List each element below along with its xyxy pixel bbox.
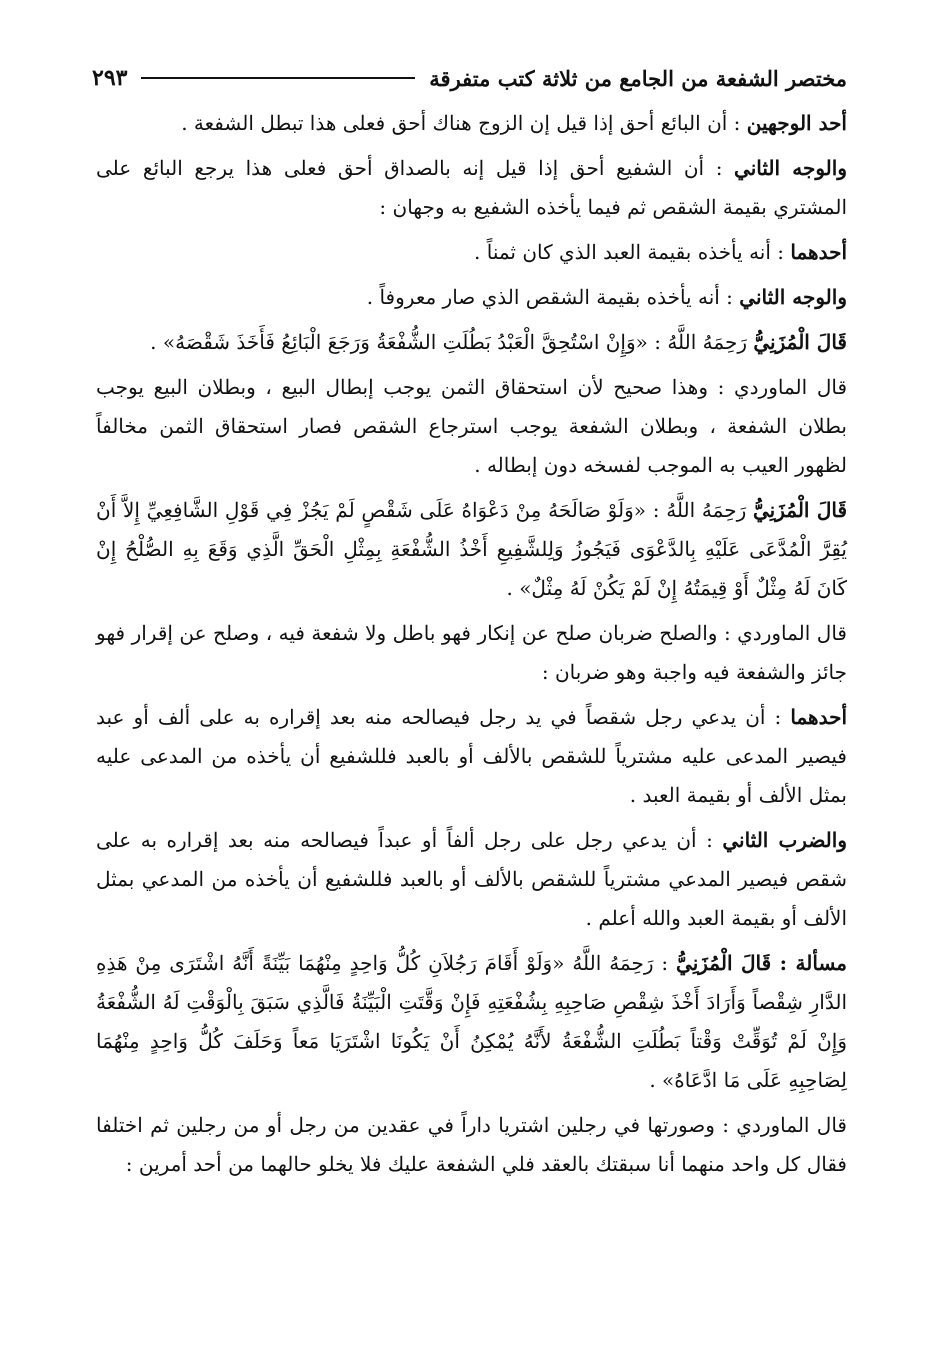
paragraph-lead: قَالَ الْمُزَنِيُّ — [753, 330, 847, 354]
paragraph — [96, 944, 847, 1100]
paragraph-text: رَحِمَهُ اللَّهُ : «وَإِنْ اسْتُحِقَّ الْعَبْدُ بَطُلَتِ الشُّفْعَةُ وَرَجَعَ الْبَائِعُ فَأَخَذَ شَقْصَهُ» . — [150, 330, 747, 354]
paragraph — [96, 368, 847, 485]
paragraph — [96, 821, 847, 938]
header-rule — [141, 77, 415, 79]
paragraph-text: : أن الشفيع أحق إذا قيل إنه بالصداق أحق فعلى هذا يرجع البائع على المشتري بقيمة الشقص ثم فيما يأخذه الشفيع به وجهان : — [96, 156, 847, 219]
running-header — [92, 58, 847, 98]
paragraph-text: قال الماوردي : وهذا صحيح لأن استحقاق الثمن يوجب إبطال البيع ، وبطلان البيع يوجب بطلان الشفعة ، وبطلان الشفعة يوجب استرجاع الشقص فصار استحقاق الثمن مخالفاً لظهور العيب به الموجب لفسخه دون إبطاله . — [96, 375, 847, 477]
paragraph — [96, 233, 847, 272]
paragraph — [96, 1106, 847, 1184]
paragraph-lead: والوجه الثاني — [734, 156, 847, 180]
paragraph-text: رَحِمَهُ اللَّهُ : «وَلَوْ صَالَحَهُ مِنْ دَعْوَاهُ عَلَى شَقْصٍ لَمْ يَجُزْ فِي قَوْلِ الشَّافِعِيِّ إِلاَّ أَنْ يُقِرَّ الْمُدَّعَى عَلَيْهِ بِالدَّعْوَى فَيَجُوزُ وَلِلشَّفِيعِ أَخْذُ الشُّفْعَةِ بِمِثْلِ الْحَقِّ الَّذِي وَقَعَ بِهِ الصُّلْحُ إِنْ كَانَ لَهُ مِثْلٌ أَوْ قِيمَتُهُ إِنْ لَمْ يَكُنْ لَهُ مِثْلٌ» . — [96, 498, 847, 600]
paragraph-text: : أنه يأخذه بقيمة الشقص الذي صار معروفاً . — [366, 285, 733, 309]
paragraph — [96, 698, 847, 815]
body-text — [96, 104, 847, 1339]
paragraph-lead: مسألة : قَالَ الْمُزَنِيُّ — [676, 951, 848, 975]
paragraph-lead: والضرب الثاني — [722, 828, 847, 852]
paragraph-text: قال الماوردي : والصلح ضربان صلح عن إنكار فهو باطل ولا شفعة فيه ، وصلح عن إقرار فهو جائز والشفعة فيه واجبة وهو ضربان : — [96, 621, 847, 684]
paragraph-text: : رَحِمَهُ اللَّهُ «وَلَوْ أَقَامَ رَجُلاَنِ كُلُّ وَاحِدٍ مِنْهُمَا بَيِّنَةً أَنَّهُ اشْتَرَى مِنْ هَذِهِ الدَّارِ شِقْصاً وَأَرَادَ أَخْذَ شِقْصِ صَاحِبِهِ بِشُفْعَتِهِ فَإِنْ وَقَّتَتِ الْبَيِّنَةُ فَالَّذِي سَبَقَ بِالْوَقْتِ لَهُ الشُّفْعَةُ وَإِنْ لَمْ تُوَقِّتْ وَقْتاً بَطُلَتِ الشُّفْعَةُ لأَنَّهُ يُمْكِنُ أَنْ يَكُونَا اشْتَرَيَا مَعاً وَحَلَفَ كُلُّ وَاحِدٍ مِنْهُمَا لِصَاحِبِهِ عَلَى مَا ادَّعَاهُ» . — [96, 951, 847, 1092]
paragraph-lead: أحدهما — [790, 705, 848, 729]
page-number: ٢٩٣ — [92, 65, 128, 91]
paragraph — [96, 104, 847, 143]
paragraph-text: قال الماوردي : وصورتها في رجلين اشتريا داراً في عقدين من رجل أو من رجلين ثم اختلفا فقال كل واحد منهما أنا سبقتك بالعقد فلي الشفعة عليك فلا يخلو حالهما من أحد أمرين : — [96, 1113, 847, 1176]
paragraph — [96, 323, 847, 362]
paragraph-text: : أن يدعي رجل على رجل ألفاً أو عبداً فيصالحه منه بعد إقراره به على شقص فيصير المدعي مشترياً للشقص بالألف أو بالعبد فللشفيع أن يأخذه من المدعي بمثل الألف أو بقيمة العبد والله أعلم . — [96, 828, 847, 930]
paragraph-lead: أحدهما — [790, 240, 847, 264]
paragraph — [96, 149, 847, 227]
paragraph-lead: أحد الوجهين — [746, 111, 847, 135]
paragraph-text: : أن يدعي رجل شقصاً في يد رجل فيصالحه منه بعد إقراره به على ألف أو عبد فيصير المدعى عليه مشترياً للشقص بالألف أو بالعبد فللشفيع أن يأخذه من المدعى عليه بمثل الألف أو بقيمة العبد . — [96, 705, 847, 807]
paragraph — [96, 614, 847, 692]
paragraph — [96, 278, 847, 317]
header-title: مختصر الشفعة من الجامع من ثلاثة كتب متفرقة — [429, 65, 847, 91]
paragraph — [96, 491, 847, 608]
paragraph-text: : أن البائع أحق إذا قيل إن الزوج هناك أحق فعلى هذا تبطل الشفعة . — [181, 111, 741, 135]
paragraph-text: : أنه يأخذه بقيمة العبد الذي كان ثمناً . — [474, 240, 785, 264]
paragraph-lead: والوجه الثاني — [739, 285, 847, 309]
paragraph-lead: قَالَ الْمُزَنِيُّ — [752, 498, 847, 522]
